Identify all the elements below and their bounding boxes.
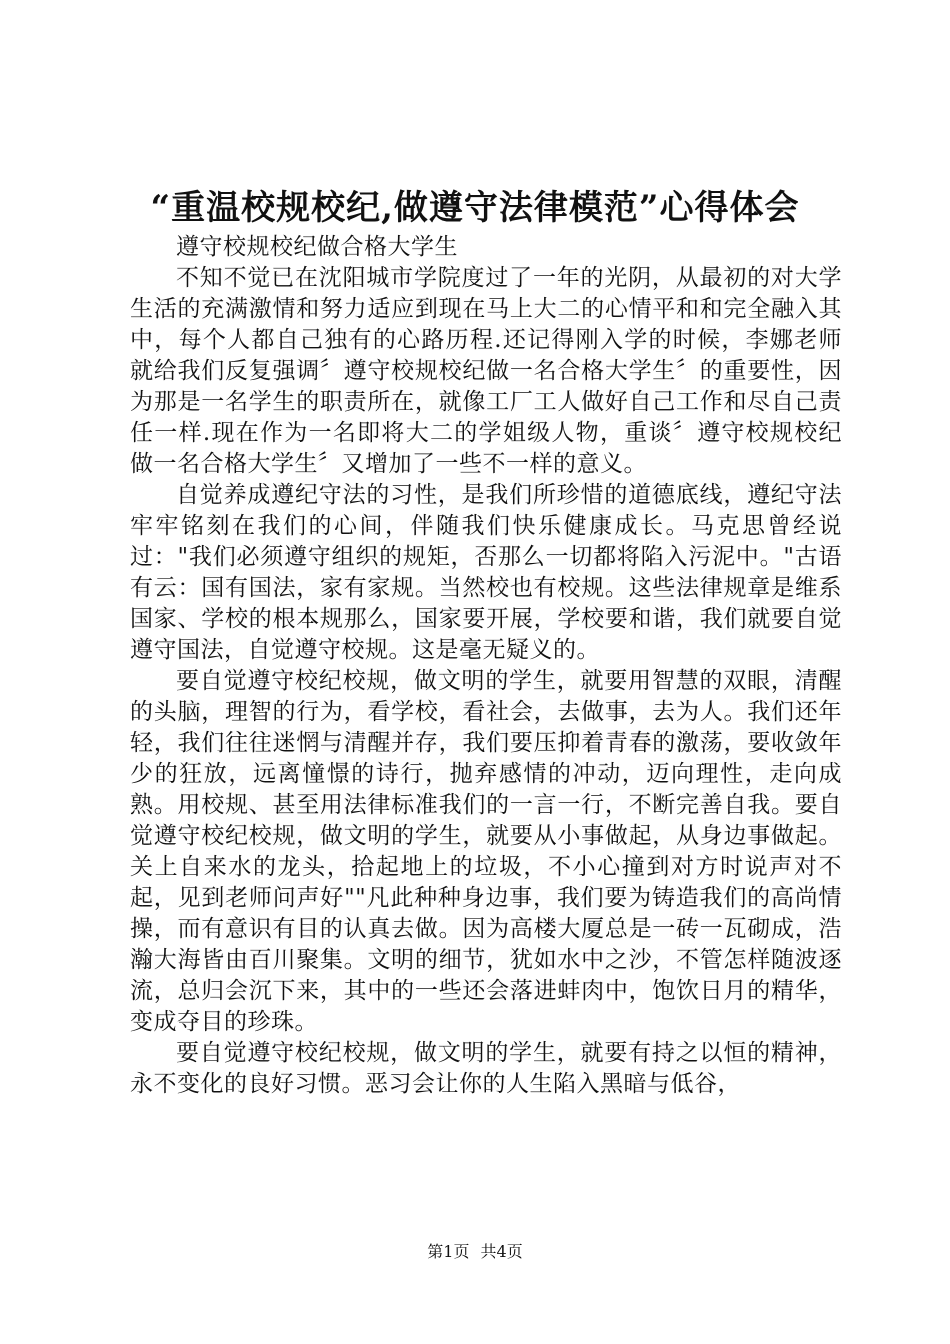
document-body	[130, 232, 842, 1100]
paragraph: 自觉养成遵纪守法的习性，是我们所珍惜的道德底线，遵纪守法牢牢铭刻在我们的心间，伴随我们快乐健康成长。马克思曾经说过："我们必须遵守组织的规矩，否那么一切都将陷入污泥中。"古语有云：国有国法，家有家规。当然校也有校规。这些法律规章是维系国家、学校的根本规那么，国家要开展，学校要和谐，我们就要自觉遵守国法，自觉遵守校规。这是毫无疑义的。	[130, 482, 842, 663]
paragraph: 要自觉遵守校纪校规，做文明的学生，就要有持之以恒的精神，永不变化的良好习惯。恶习会让你的人生陷入黑暗与低谷，	[130, 1040, 842, 1097]
document-title: “重温校规校纪,做遵守法律模范”心得体会	[150, 188, 800, 228]
paragraph: 要自觉遵守校纪校规，做文明的学生，就要用智慧的双眼，清醒的头脑，理智的行为，看学校，看社会，去做事，去为人。我们还年轻，我们往往迷惘与清醒并存，我们要压抑着青春的激荡，要收敛年少的狂放，远离憧憬的诗行，抛弃感情的冲动，迈向理性，走向成熟。用校规、甚至用法律标准我们的一言一行，不断完善自我。要自觉遵守校纪校规，做文明的学生，就要从小事做起，从身边事做起。关上自来水的龙头，拾起地上的垃圾，不小心撞到对方时说声对不起，见到老师问声好""凡此种种身边事，我们要为铸造我们的高尚情操，而有意识有目的认真去做。因为高楼大厦总是一砖一瓦砌成，浩瀚大海皆由百川聚集。文明的细节，犹如水中之沙，不管怎样随波逐流，总归会沉下来，其中的一些还会落进蚌肉中，饱饮日月的精华，变成夺目的珍珠。	[130, 668, 842, 1035]
paragraph: 不知不觉已在沈阳城市学院度过了一年的光阴，从最初的对大学生活的充满激情和努力适应到现在马上大二的心情平和和完全融入其中，每个人都自己独有的心路历程.还记得刚入学的时候，李娜老师就给我们反复强调〞遵守校规校纪做一名合格大学生〞的重要性，因为那是一名学生的职责所在，就像工厂工人做好自己工作和尽自己责任一样.现在作为一名即将大二的学姐级人物，重谈〞遵守校规校纪做一名合格大学生〞又增加了一些不一样的意义。	[130, 265, 842, 477]
paragraph-subtitle: 遵守校规校纪做合格大学生	[176, 234, 458, 260]
page-footer: 第1页 共4页	[427, 1242, 523, 1261]
